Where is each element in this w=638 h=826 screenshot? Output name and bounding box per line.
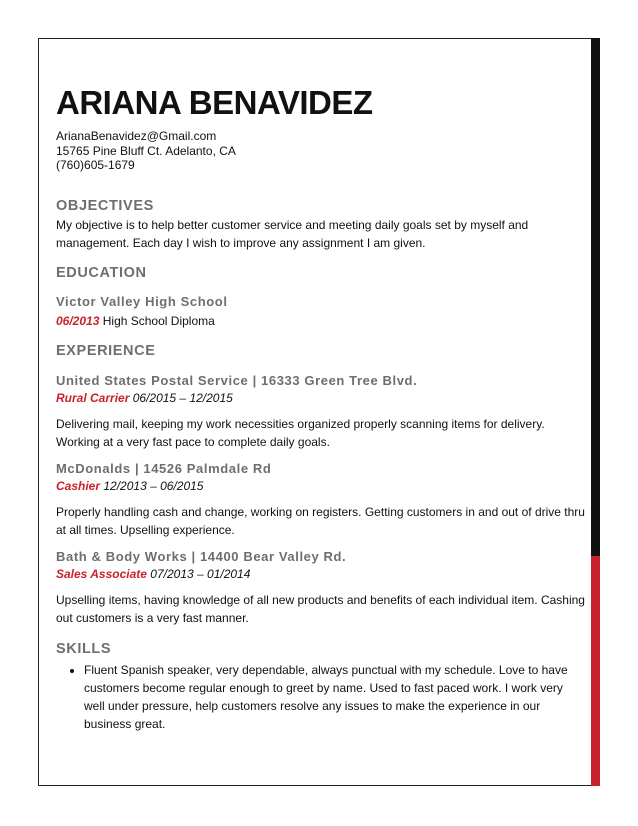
applicant-name: ARIANA BENAVIDEZ	[56, 84, 373, 121]
job-role-line	[56, 390, 586, 406]
experience-heading: EXPERIENCE	[56, 342, 156, 359]
contact-phone: (760)605-1679	[56, 158, 135, 172]
job-title: Bath & Body Works | 14400 Bear Valley Rd.	[56, 548, 347, 564]
education-heading: EDUCATION	[56, 264, 147, 281]
education-degree: High School Diploma	[102, 313, 215, 328]
job-entry	[56, 549, 586, 627]
contact-email: ArianaBenavidez@Gmail.com	[56, 129, 217, 143]
skill-item: • Fluent Spanish speaker, very dependable, always punctual with my schedule. Love to have customers become regular enough to greet by name. Used to fast paced work. I work very well under pressure, help customers resolve any issues to make the experience in our business great.	[84, 661, 586, 733]
contact-address: 15765 Pine Bluff Ct. Adelanto, CA	[56, 143, 236, 158]
job-role: Sales Associate	[56, 566, 147, 581]
side-accent-bar-red	[591, 556, 600, 786]
job-title: McDonalds | 14526 Palmdale Rd	[56, 460, 272, 476]
education-school: Victor Valley High School	[56, 293, 228, 309]
skills-heading: SKILLS	[56, 640, 112, 657]
job-role-line	[56, 566, 586, 582]
job-entry	[56, 461, 586, 539]
objectives-heading: OBJECTIVES	[56, 197, 154, 214]
education-date: 06/2013	[56, 313, 100, 328]
job-description: Delivering mail, keeping my work necessities organized properly scanning items for delivery. Working at a very fast pace to complete daily goals.	[56, 416, 545, 449]
education-detail	[56, 313, 586, 329]
resume-content	[56, 83, 586, 733]
contact-block	[56, 129, 586, 173]
job-dates: 07/2013 – 01/2014	[150, 566, 251, 581]
side-accent-bar-black	[591, 38, 600, 556]
job-role: Cashier	[56, 478, 101, 493]
job-dates: 12/2013 – 06/2015	[103, 478, 204, 493]
job-entry	[56, 373, 586, 451]
job-description: Upselling items, having knowledge of all new products and benefits of each individual item. Cashing out customers is a very fast manner.	[56, 592, 585, 625]
job-dates: 06/2015 – 12/2015	[132, 390, 233, 405]
job-title: United States Postal Service | 16333 Green Tree Blvd.	[56, 372, 418, 388]
objectives-text: My objective is to help better customer service and meeting daily goals set by myself and management. Each day I wish to improve any assignment I am given.	[56, 217, 529, 250]
job-role-line	[56, 478, 586, 494]
skills-list	[56, 661, 586, 733]
job-description: Properly handling cash and change, working on registers. Getting customers in and out of drive thru at all times. Upselling experience.	[56, 504, 585, 537]
job-role: Rural Carrier	[56, 390, 130, 405]
